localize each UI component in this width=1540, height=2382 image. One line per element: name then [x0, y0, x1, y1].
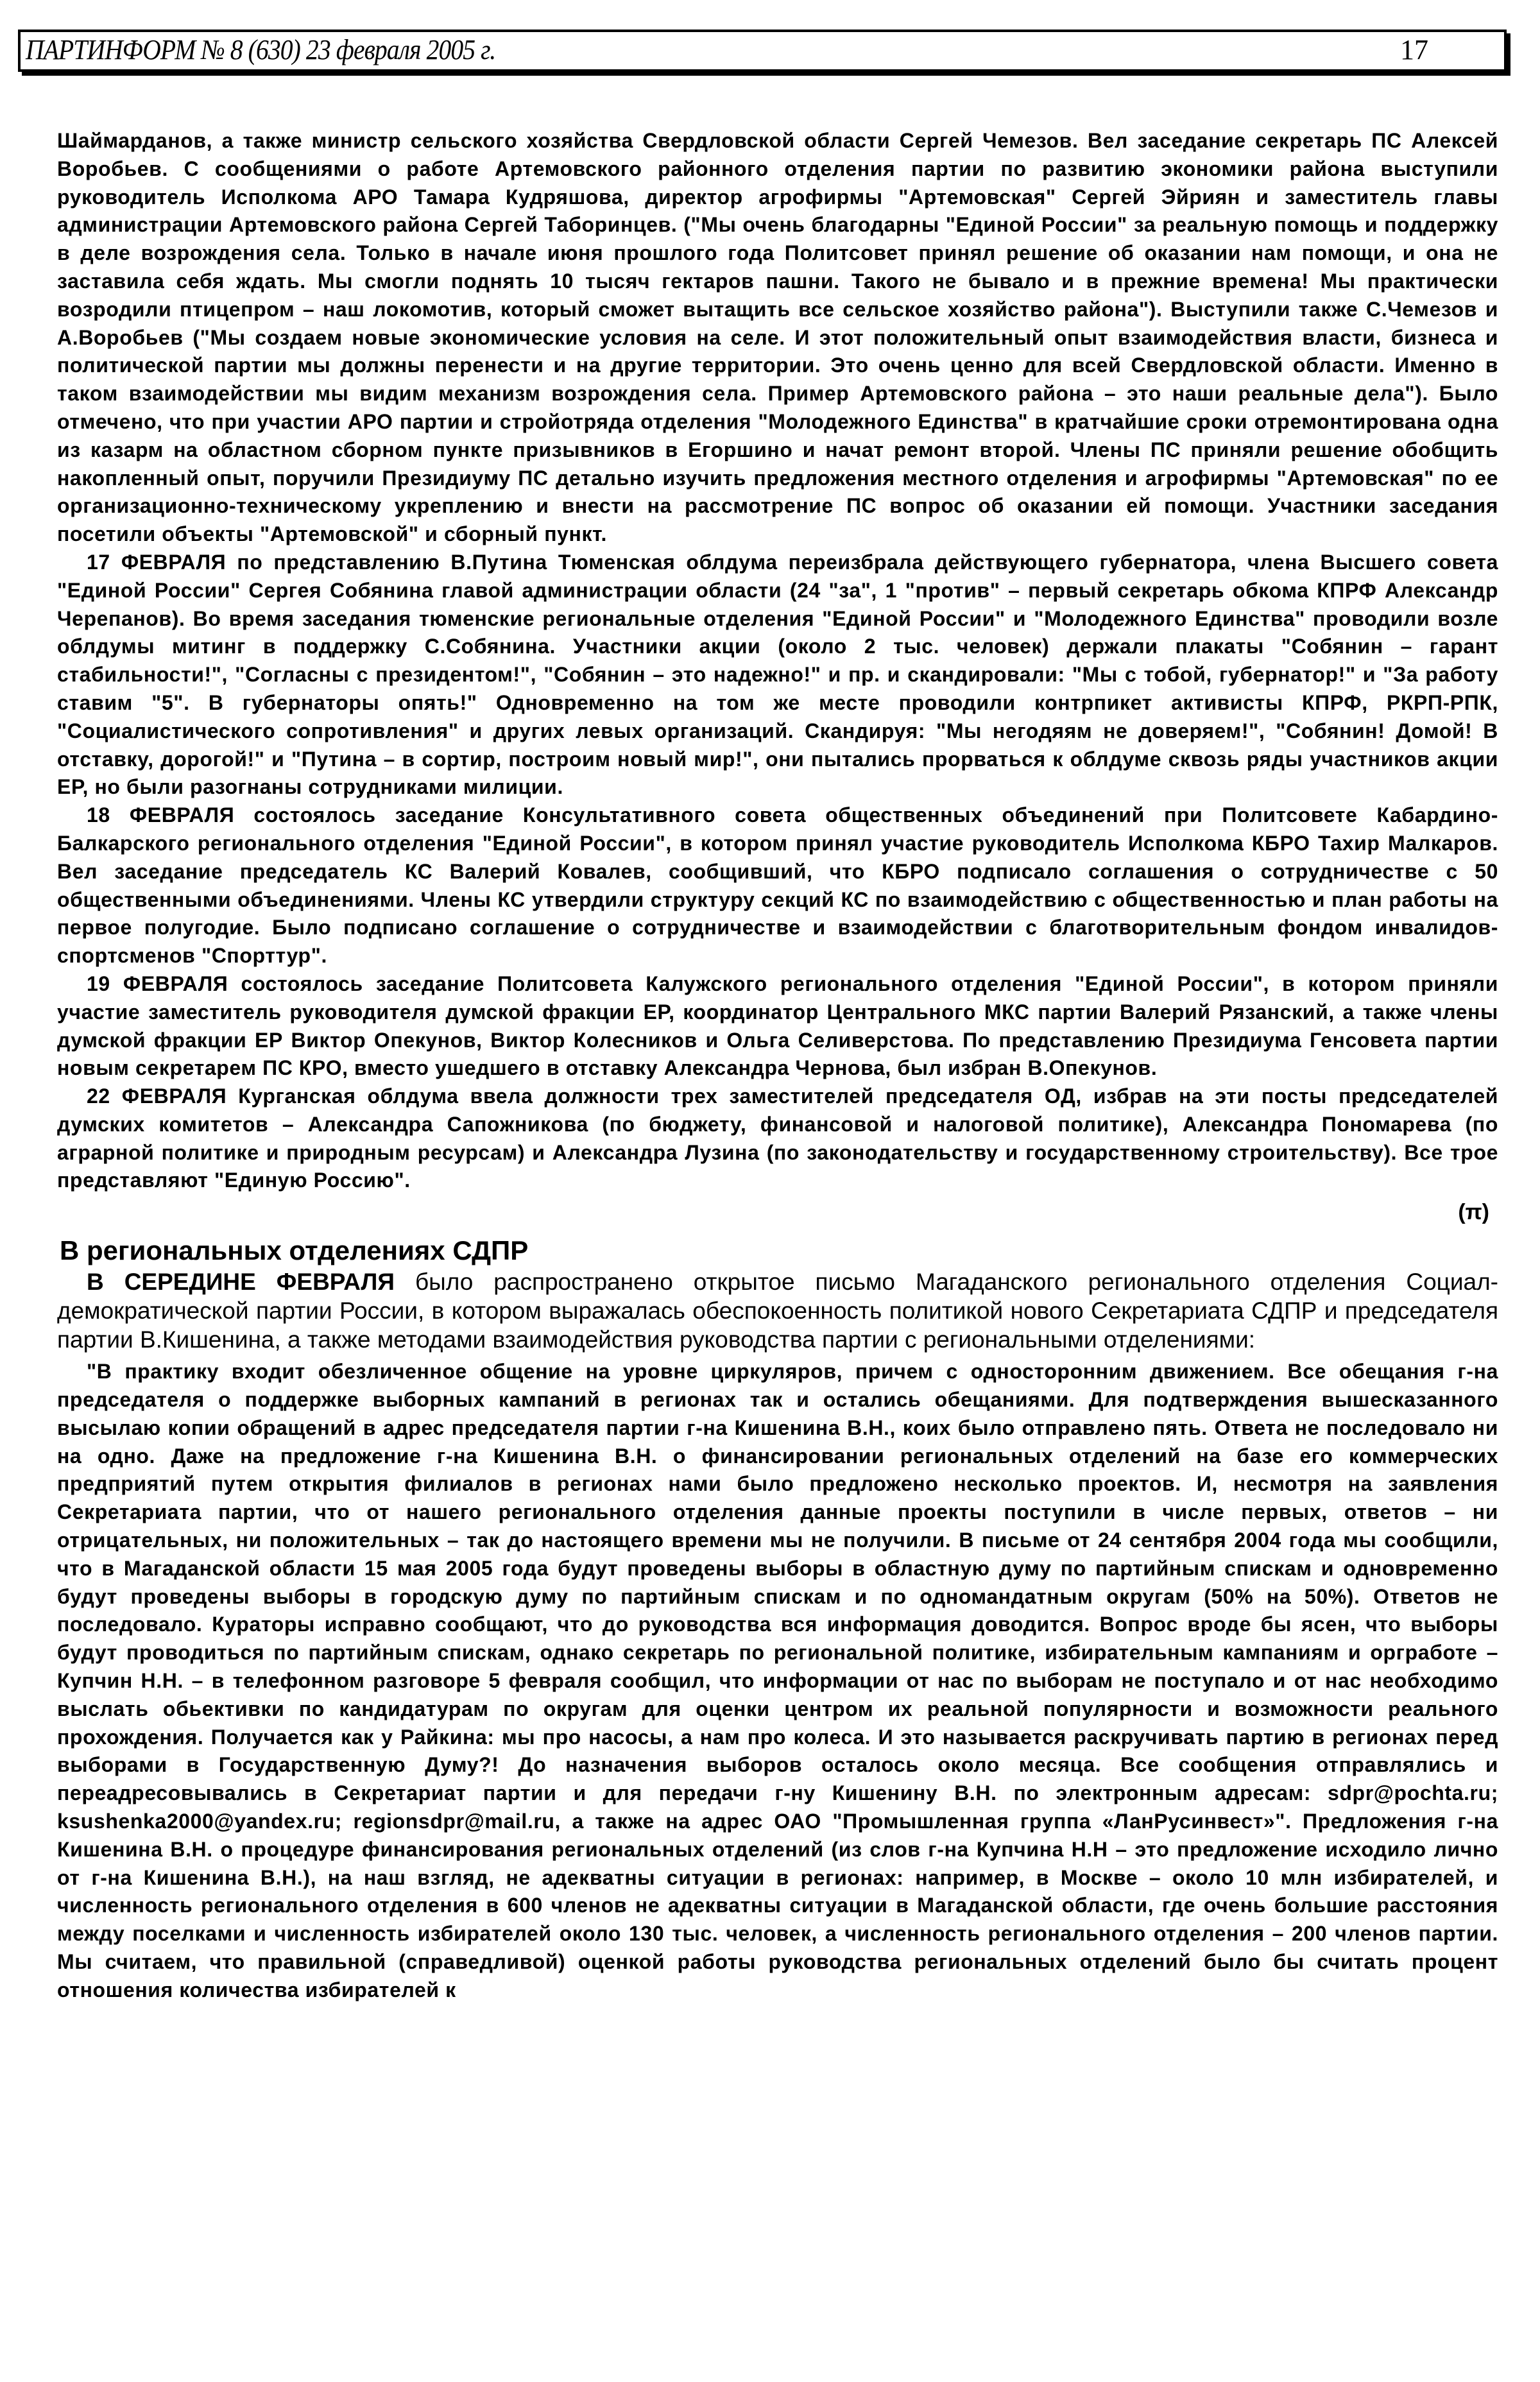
date-lead: 18 ФЕВРАЛЯ [87, 803, 235, 827]
page-number: 17 [1400, 34, 1428, 65]
author-signature: (π) [1458, 1200, 1489, 1225]
paragraph-text: было распространено открытое письмо Магаданского регионального отделения Социал-демократической партии России, в котором выражалась обеспокоенность политикой нового Секретариата СДПР и председателя партии В.Кишенина, а также методами взаимодействия руководства партии с региональными отделениями: [57, 1269, 1498, 1353]
date-lead: 17 ФЕВРАЛЯ [87, 550, 227, 574]
date-lead: 22 ФЕВРАЛЯ [87, 1084, 227, 1108]
open-letter-quote: "В практику входит обезличенное общение на уровне циркуляров, причем с односторонним движением. Все обещания г-на председателя о поддержке выборных кампаний в регионах так и остались обещаниями. Для подтверждения вышесказанного высылаю копии обращений в адрес председателя партии г-на Кишенина В.Н., коих было отправлено пять. Ответа не последовало ни на одно. Даже на предложение г-на Кишенина В.Н. о финансировании региональных отделений на базе его коммерческих предприятий путем открытия филиалов в регионах нами было предложено несколько проектов. И, несмотря на заявления Секретариата партии, что от нашего регионального отделения данные проекты поступили в числе первых, ответов – ни отрицательных, ни положительных – так до настоящего времени мы не получили. В письме от 24 сентября 2004 года мы сообщили, что в Магаданской области 15 мая 2005 года будут проведены выборы в областную думу по партийным спискам и одновременно будут проведены выборы в городскую думу по партийным спискам и по одномандатным округам (50% на 50%). Ответов не последовало. Кураторы исправно сообщают, что до руководства вся информация доводится. Вопрос вроде бы ясен, что выборы будут проводиться по партийным спискам, однако секретарь по региональной политике, избирательным кампаниям и оргработе – Купчин Н.Н. – в телефонном разговоре 5 февраля сообщил, что информации от нас по выборам не поступало и от нас необходимо выслать обьективки по кандидатурам по округам для оценки центром их реальной популярности и возможности реального прохождения. Получается как у Райкина: мы про насосы, а нам про колеса. И это называется раскручивать партию в регионах перед выборами в Государственную Думу?! До назначения выборов осталось около месяца. Все сообщения отправлялись и переадресовывались в Секретариат партии и для передачи г-ну Кишенину В.Н. по электронным адресам: sdpr@pochta.ru; ksushenka2000@yandex.ru; regionsdpr@mail.ru, а также на адрес ОАО "Промышленная группа «ЛанРусинвест»". Предложения г-на Кишенина В.Н. о процедуре финансирования региональных отделений (из слов г-на Купчина Н.Н – это предложение исходило лично от г-на Кишенина В.Н.), на наш взгляд, не адекватны ситуации в регионах: например, в Москве – около 10 млн избирателей, и численность регионального отделения в 600 членов не адекватны ситуации в Магаданской области, где очень большие расстояния между поселками и численность избирателей около 130 тыс. человек, а численность регионального отделения – 200 членов партии. Мы считаем, что правильной (справедливой) оценкой работы руководства региональных отделений было бы считать процент отношения количества избирателей к [57, 1360, 1498, 2001]
article-body [57, 127, 1498, 2005]
news-item-feb22 [57, 1083, 1498, 1195]
page-header [18, 30, 1507, 72]
paragraph-text: состоялось заседание Консультативного совета общественных объединений при Политсовете Кабардино-Балкарского регионального отделения "Единой России", в котором принял участие руководитель Исполкома КБРО Тахир Малкаров. Вел заседание председатель КС Валерий Ковалев, сообщивший, что КБРО подписало соглашения о сотрудничестве с 50 общественными объединениями. Члены КС утвердили структуру секций КС по взаимодействию с общественностью и план работы на первое полугодие. Было подписано соглашение о сотрудничестве и взаимодействии с благотворительным фондом инвалидов-спортсменов "Спорттур". [57, 803, 1499, 968]
news-item-feb19 [57, 970, 1498, 1083]
paragraph-text: Шаймарданов, а также министр сельского хозяйства Свердловской области Сергей Чемезов. Вел заседание секретарь ПС Алексей Воробьев. С сообщениями о работе Артемовского районного отделения партии по развитию экономики района выступили руководитель Исполкома АРО Тамара Кудряшова, директор агрофирмы "Артемовская" Сергей Эйриян и заместитель главы администрации Артемовского района Сергей Таборинцев. ("Мы очень благодарны "Единой России" за реальную помощь и поддержку в деле возрождения села. Только в начале июня прошлого года Политсовет принял решение об оказании нам помощи, и она не заставила себя ждать. Мы смогли поднять 10 тысяч гектаров пашни. Такого не бывало и в прежние времена! Мы практически возродили птицепром – наш локомотив, который сможет вытащить все сельское хозяйство района"). Выступили также С.Чемезов и А.Воробьев ("Мы создаем новые экономические условия на селе. И этот положительный опыт взаимодействия власти, бизнеса и политической партии мы должны перенести и на другие территории. Это очень ценно для всей Свердловской области. Именно в таком взаимодействии мы видим механизм возрождения села. Пример Артемовского района – это наши реальные дела"). Было отмечено, что при участии АРО партии и стройотряда отделения "Молодежного Единства" в кратчайшие сроки отремонтирована одна из казарм на областном сборном пункте призывников в Егоршино и начат ремонт второй. Члены ПС приняли решение обобщить накопленный опыт, поручили Президиуму ПС детально изучить предложения местного отделения и агрофирмы "Артемовская" по ее организационно-техническому укреплению и внести на рассмотрение ПС вопрос об оказании ей помощи. Участники заседания посетили объекты "Артемовской" и сборный пункт. [57, 129, 1498, 546]
paragraph-text: Курганская облдума ввела должности трех заместителей председателя ОД, избрав на эти посты председателей думских комитетов – Александра Сапожникова (по бюджету, финансовой и налоговой политике), Александра Пономарева (по аграрной политике и природным ресурсам) и Александра Лузина (по законодательству и государственному строительству). Все трое представляют "Единую Россию". [57, 1084, 1498, 1192]
paragraph-continuation [57, 127, 1498, 549]
section-heading: В региональных отделениях СДПР [60, 1235, 529, 1266]
section-intro [57, 1267, 1498, 1354]
date-lead: 19 ФЕВРАЛЯ [87, 972, 228, 995]
publication-title: ПАРТИНФОРМ № 8 (630) 23 февраля 2005 г. [26, 34, 496, 65]
news-item-feb18 [57, 801, 1498, 970]
date-lead: В СЕРЕДИНЕ ФЕВРАЛЯ [87, 1269, 395, 1296]
news-item-feb17 [57, 549, 1498, 801]
paragraph-text: по представлению В.Путина Тюменская облдума переизбрала действующего губернатора, члена Высшего совета "Единой России" Сергея Собянина главой администрации области (24 "за", 1 "против" – первый секретарь обкома КПРФ Александр Черепанов). Во время заседания тюменские региональные отделения "Единой России" и "Молодежного Единства" проводили возле облдумы митинг в поддержку С.Собянина. Участники акции (около 2 тыс. человек) держали плакаты "Собянин – гарант стабильности!", "Согласны с президентом!", "Собянин – это надежно!" и пр. и скандировали: "Мы с тобой, губернатор!" и "За работу ставим "5". В губернаторы опять!" Одновременно на том же месте проводили контрпикет активисты КПРФ, РКРП-РПК, "Социалистического сопротивления" и других левых организаций. Скандируя: "Мы негодяям не доверяем!", "Собянин! Домой! В отставку, дорогой!" и "Путина – в сортир, построим новый мир!", они пытались прорваться к облдуме сквозь ряды участников акции ЕР, но были разогнаны сотрудниками милиции. [57, 550, 1498, 799]
paragraph-text: состоялось заседание Политсовета Калужского регионального отделения "Единой России", в котором приняли участие заместитель руководителя думской фракции ЕР, координатор Центрального МКС партии Валерий Рязанский, а также члены думской фракции ЕР Виктор Опекунов, Виктор Колесников и Ольга Селиверстова. По представлению Президиума Генсовета партии новым секретарем ПС КРО, вместо ушедшего в отставку Александра Чернова, был избран В.Опекунов. [57, 972, 1498, 1080]
